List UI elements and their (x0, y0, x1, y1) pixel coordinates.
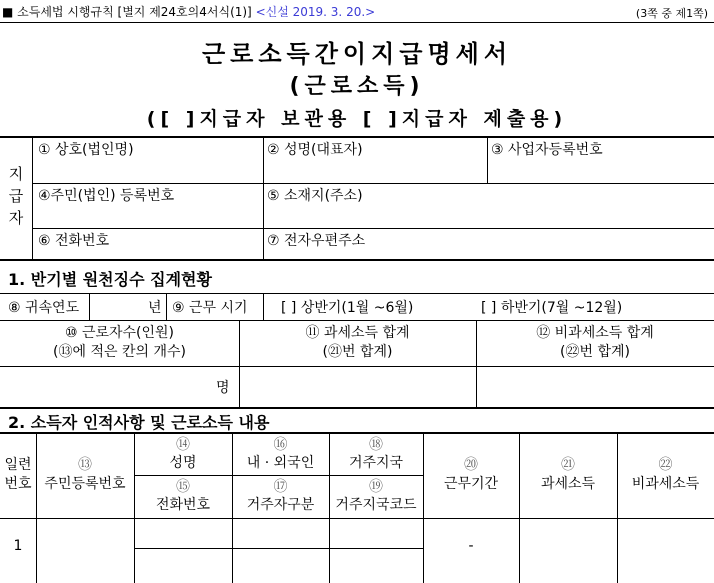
col-worker-count: ⑩ 근로자수(인원) (⑬에 적은 칸의 개수) (53, 325, 186, 360)
field-registration-number[interactable]: ④주민(법인) 등록번호 (38, 188, 175, 204)
col-nontaxable-total: ⑫ 비과세소득 합계 (㉒번 합계) (536, 325, 654, 360)
col-nationality: ⑯ 내 · 외국인 (246, 437, 315, 471)
col-nontaxable-income: ㉒ 비과세소득 (631, 457, 700, 492)
col-phone: ⑮ 전화번호 (155, 479, 211, 513)
col-name: ⑭ 성명 (169, 437, 197, 471)
col-taxable-income: ㉑ 과세소득 (540, 457, 596, 492)
field-address[interactable]: ⑤ 소재지(주소) (267, 188, 363, 204)
attribution-year-label: ⑧ 귀속연도 (8, 300, 80, 316)
year-unit[interactable]: 년 (148, 300, 162, 316)
second-half-checkbox[interactable]: [ ] 하반기(7월 ~12월) (481, 300, 623, 316)
col-residency-type: ⑰ 거주자구분 (246, 479, 315, 513)
form-title: 근로소득간이지급명세서 (201, 40, 513, 68)
payer-top-border (0, 136, 714, 138)
revision-note: <신설 2019. 3. 20.> (255, 5, 376, 19)
section1-title: 1. 반기별 원천징수 집계현황 (8, 270, 212, 289)
work-period-label: ⑨ 근무 시기 (172, 300, 248, 316)
form-reference: ■ 소득세법 시행규칙 [별지 제24호의4서식(1)] <신설 2019. 3. 20.> (2, 5, 376, 19)
persons-unit[interactable]: 명 (216, 380, 230, 396)
payer-side-label: 지 급 자 (8, 165, 24, 227)
field-representative[interactable]: ② 성명(대표자) (267, 142, 363, 158)
col-resident-number: ⑬ 주민등록번호 (44, 457, 126, 492)
first-half-checkbox[interactable]: [ ] 상반기(1월 ~6월) (281, 300, 414, 316)
page-indicator: (3쪽 중 제1쪽) (635, 7, 708, 20)
row1-work-period[interactable]: - (468, 538, 474, 554)
col-country-code: ⑲ 거주지국코드 (335, 479, 417, 513)
copy-type: ([ ]지급자 보관용 [ ]지급자 제출용) (146, 108, 568, 130)
field-business-number[interactable]: ③ 사업자등록번호 (491, 142, 603, 158)
col-taxable-total: ⑪ 과세소득 합계 (㉑번 합계) (305, 325, 410, 360)
col-residence-country: ⑱ 거주지국 (348, 437, 404, 471)
col-work-period: ⑳ 근무기간 (443, 457, 499, 492)
form-subtitle: (근로소득) (289, 74, 425, 99)
field-company-name[interactable]: ① 상호(법인명) (38, 142, 134, 158)
section2-title: 2. 소득자 인적사항 및 근로소득 내용 (8, 413, 270, 432)
field-phone[interactable]: ⑥ 전화번호 (38, 233, 110, 249)
field-email[interactable]: ⑦ 전자우편주소 (267, 233, 366, 249)
row1-serial: 1 (13, 538, 23, 554)
col-serial: 일련 번호 (4, 457, 32, 492)
top-border (0, 22, 714, 23)
